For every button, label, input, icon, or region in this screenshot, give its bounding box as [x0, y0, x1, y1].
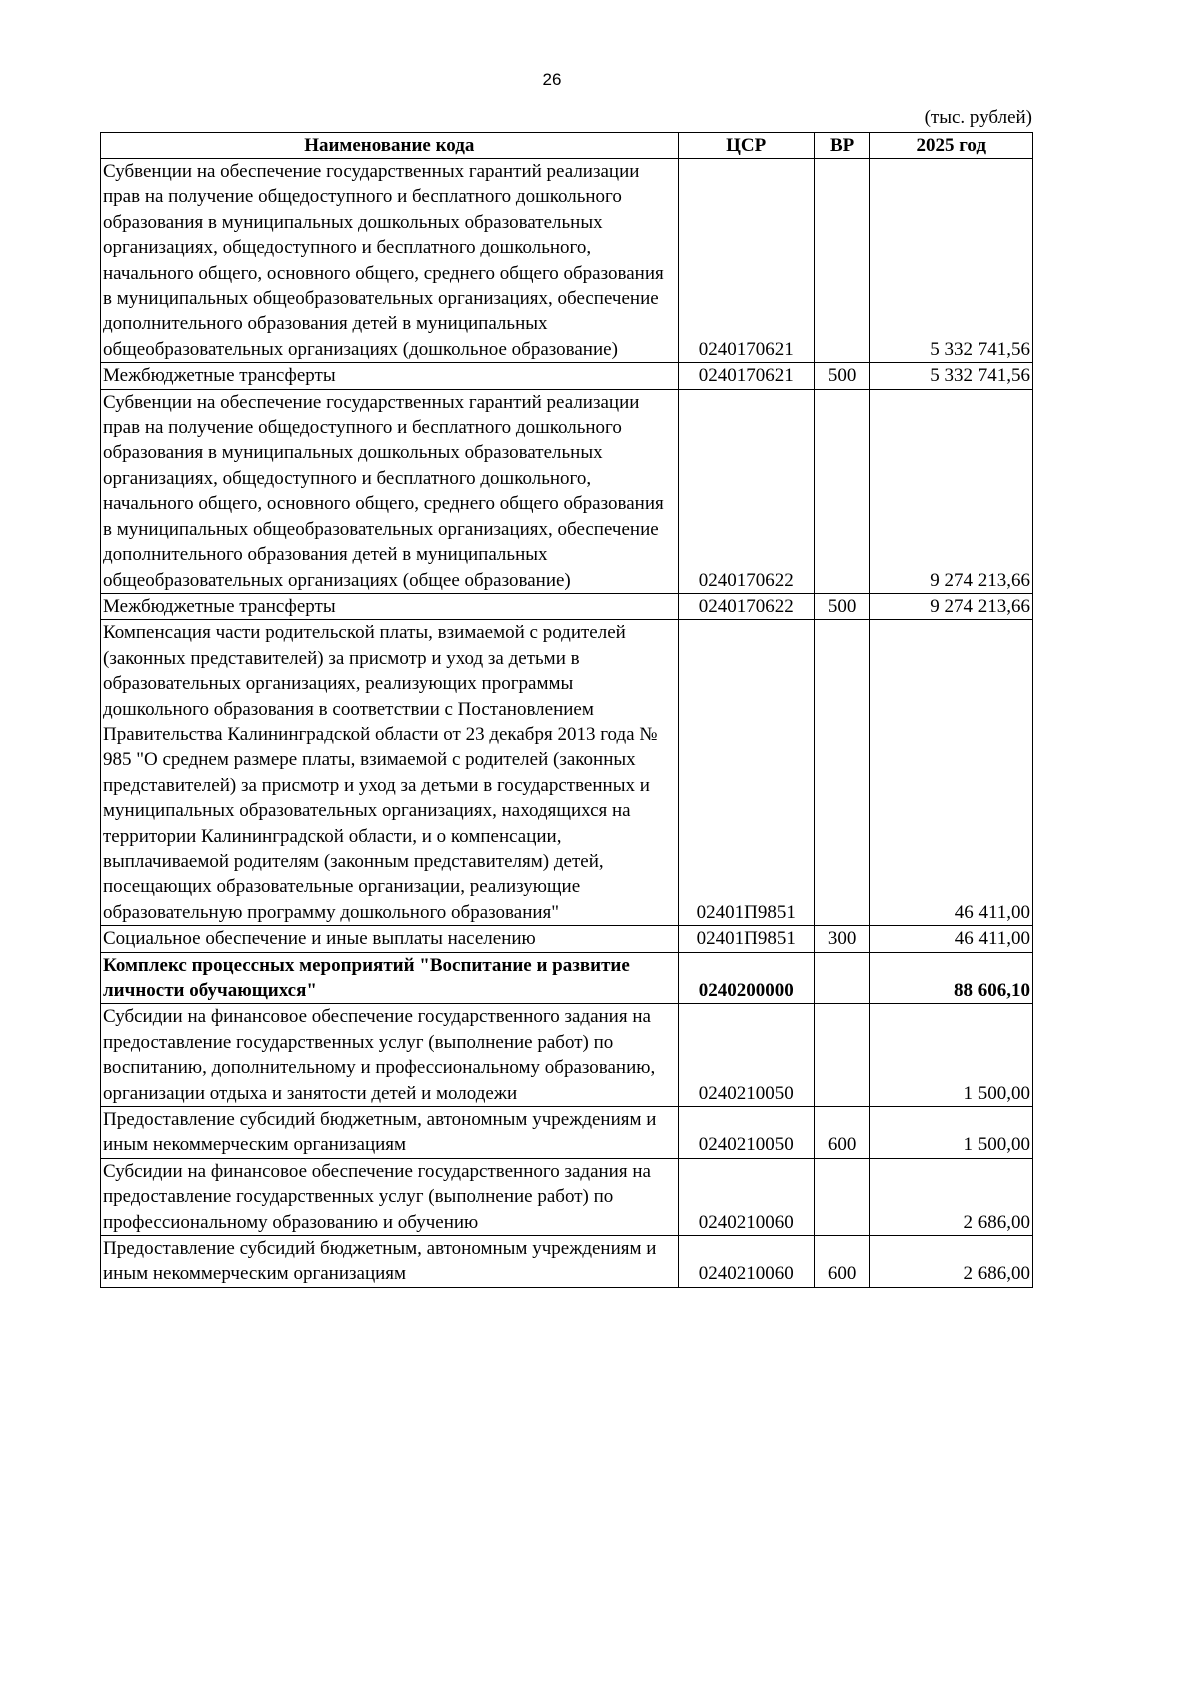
table-row	[101, 1236, 1033, 1288]
row-vr	[814, 1004, 870, 1107]
row-name: Субвенции на обеспечение государственных гарантий реализации прав на получение общедоступного и бесплатного дошкольного образования в муниципальных дошкольных образовательных организациях, общедоступного и бесплатного дошкольного, начального общего, основного общего, среднего общего образования в муниципальных общеобразовательных организациях, обеспечение дополнительного образования детей в муниципальных общеобразовательных организациях (общее образование)	[101, 389, 679, 593]
row-csr: 02401П9851	[678, 620, 814, 926]
row-vr: 300	[814, 926, 870, 952]
row-csr: 0240200000	[678, 952, 814, 1004]
row-vr	[814, 159, 870, 363]
row-amount: 5 332 741,56	[870, 363, 1033, 389]
row-amount: 9 274 213,66	[870, 389, 1033, 593]
row-csr: 0240170621	[678, 363, 814, 389]
row-vr: 600	[814, 1107, 870, 1159]
budget-table	[100, 132, 1033, 1288]
header-vr: ВР	[814, 133, 870, 159]
table-row	[101, 363, 1033, 389]
header-name: Наименование кода	[101, 133, 679, 159]
row-csr: 0240210060	[678, 1236, 814, 1288]
row-name: Комплекс процессных мероприятий "Воспитание и развитие личности обучающихся"	[101, 952, 679, 1004]
row-name: Компенсация части родительской платы, взимаемой с родителей (законных представителей) за присмотр и уход за детьми в образовательных организациях, реализующих программы дошкольного образования в соответствии с Постановлением Правительства Калининградской области от 23 декабря 2013 года № 985 "О среднем размере платы, взимаемой с родителей (законных представителей) за присмотр и уход за детьми в государственных и муниципальных образовательных организациях, находящихся на территории Калининградской области, и о компенсации, выплачиваемой родителям (законным представителям) детей, посещающих образовательные организации, реализующие образовательную программу дошкольного образования"	[101, 620, 679, 926]
row-vr: 500	[814, 363, 870, 389]
row-vr	[814, 389, 870, 593]
header-year: 2025 год	[870, 133, 1033, 159]
row-name: Субсидии на финансовое обеспечение государственного задания на предоставление государственных услуг (выполнение работ) по профессиональному образованию и обучению	[101, 1158, 679, 1235]
units-label: (тыс. рублей)	[924, 107, 1032, 128]
header-csr: ЦСР	[678, 133, 814, 159]
row-amount: 9 274 213,66	[870, 593, 1033, 619]
row-amount: 2 686,00	[870, 1158, 1033, 1235]
row-csr: 0240170621	[678, 159, 814, 363]
row-name: Субвенции на обеспечение государственных гарантий реализации прав на получение общедоступного и бесплатного дошкольного образования в муниципальных дошкольных образовательных организациях, общедоступного и бесплатного дошкольного, начального общего, основного общего, среднего общего образования в муниципальных общеобразовательных организациях, обеспечение дополнительного образования детей в муниципальных общеобразовательных организациях (дошкольное образование)	[101, 159, 679, 363]
row-name: Межбюджетные трансферты	[101, 363, 679, 389]
row-vr: 500	[814, 593, 870, 619]
row-name: Межбюджетные трансферты	[101, 593, 679, 619]
table-header-row	[101, 133, 1033, 159]
row-csr: 0240210050	[678, 1004, 814, 1107]
table-row	[101, 1004, 1033, 1107]
row-name: Социальное обеспечение и иные выплаты населению	[101, 926, 679, 952]
row-amount: 46 411,00	[870, 620, 1033, 926]
table-row	[101, 926, 1033, 952]
row-name: Предоставление субсидий бюджетным, автономным учреждениям и иным некоммерческим организациям	[101, 1236, 679, 1288]
row-csr: 0240170622	[678, 593, 814, 619]
row-csr: 0240210060	[678, 1158, 814, 1235]
row-csr: 02401П9851	[678, 926, 814, 952]
table-row	[101, 1158, 1033, 1235]
row-amount: 1 500,00	[870, 1004, 1033, 1107]
row-vr	[814, 1158, 870, 1235]
row-csr: 0240210050	[678, 1107, 814, 1159]
table-row	[101, 159, 1033, 363]
row-name: Субсидии на финансовое обеспечение государственного задания на предоставление государственных услуг (выполнение работ) по воспитанию, дополнительному и профессиональному образованию, организации отдыха и занятости детей и молодежи	[101, 1004, 679, 1107]
row-name: Предоставление субсидий бюджетным, автономным учреждениям и иным некоммерческим организациям	[101, 1107, 679, 1159]
row-vr: 600	[814, 1236, 870, 1288]
row-amount: 46 411,00	[870, 926, 1033, 952]
table-row	[101, 620, 1033, 926]
row-amount: 5 332 741,56	[870, 159, 1033, 363]
row-amount: 1 500,00	[870, 1107, 1033, 1159]
row-amount: 88 606,10	[870, 952, 1033, 1004]
table-row-section	[101, 952, 1033, 1004]
page-number: 26	[542, 70, 562, 89]
table-row	[101, 1107, 1033, 1159]
table-row	[101, 389, 1033, 593]
table-row	[101, 593, 1033, 619]
row-vr	[814, 952, 870, 1004]
row-vr	[814, 620, 870, 926]
row-amount: 2 686,00	[870, 1236, 1033, 1288]
row-csr: 0240170622	[678, 389, 814, 593]
